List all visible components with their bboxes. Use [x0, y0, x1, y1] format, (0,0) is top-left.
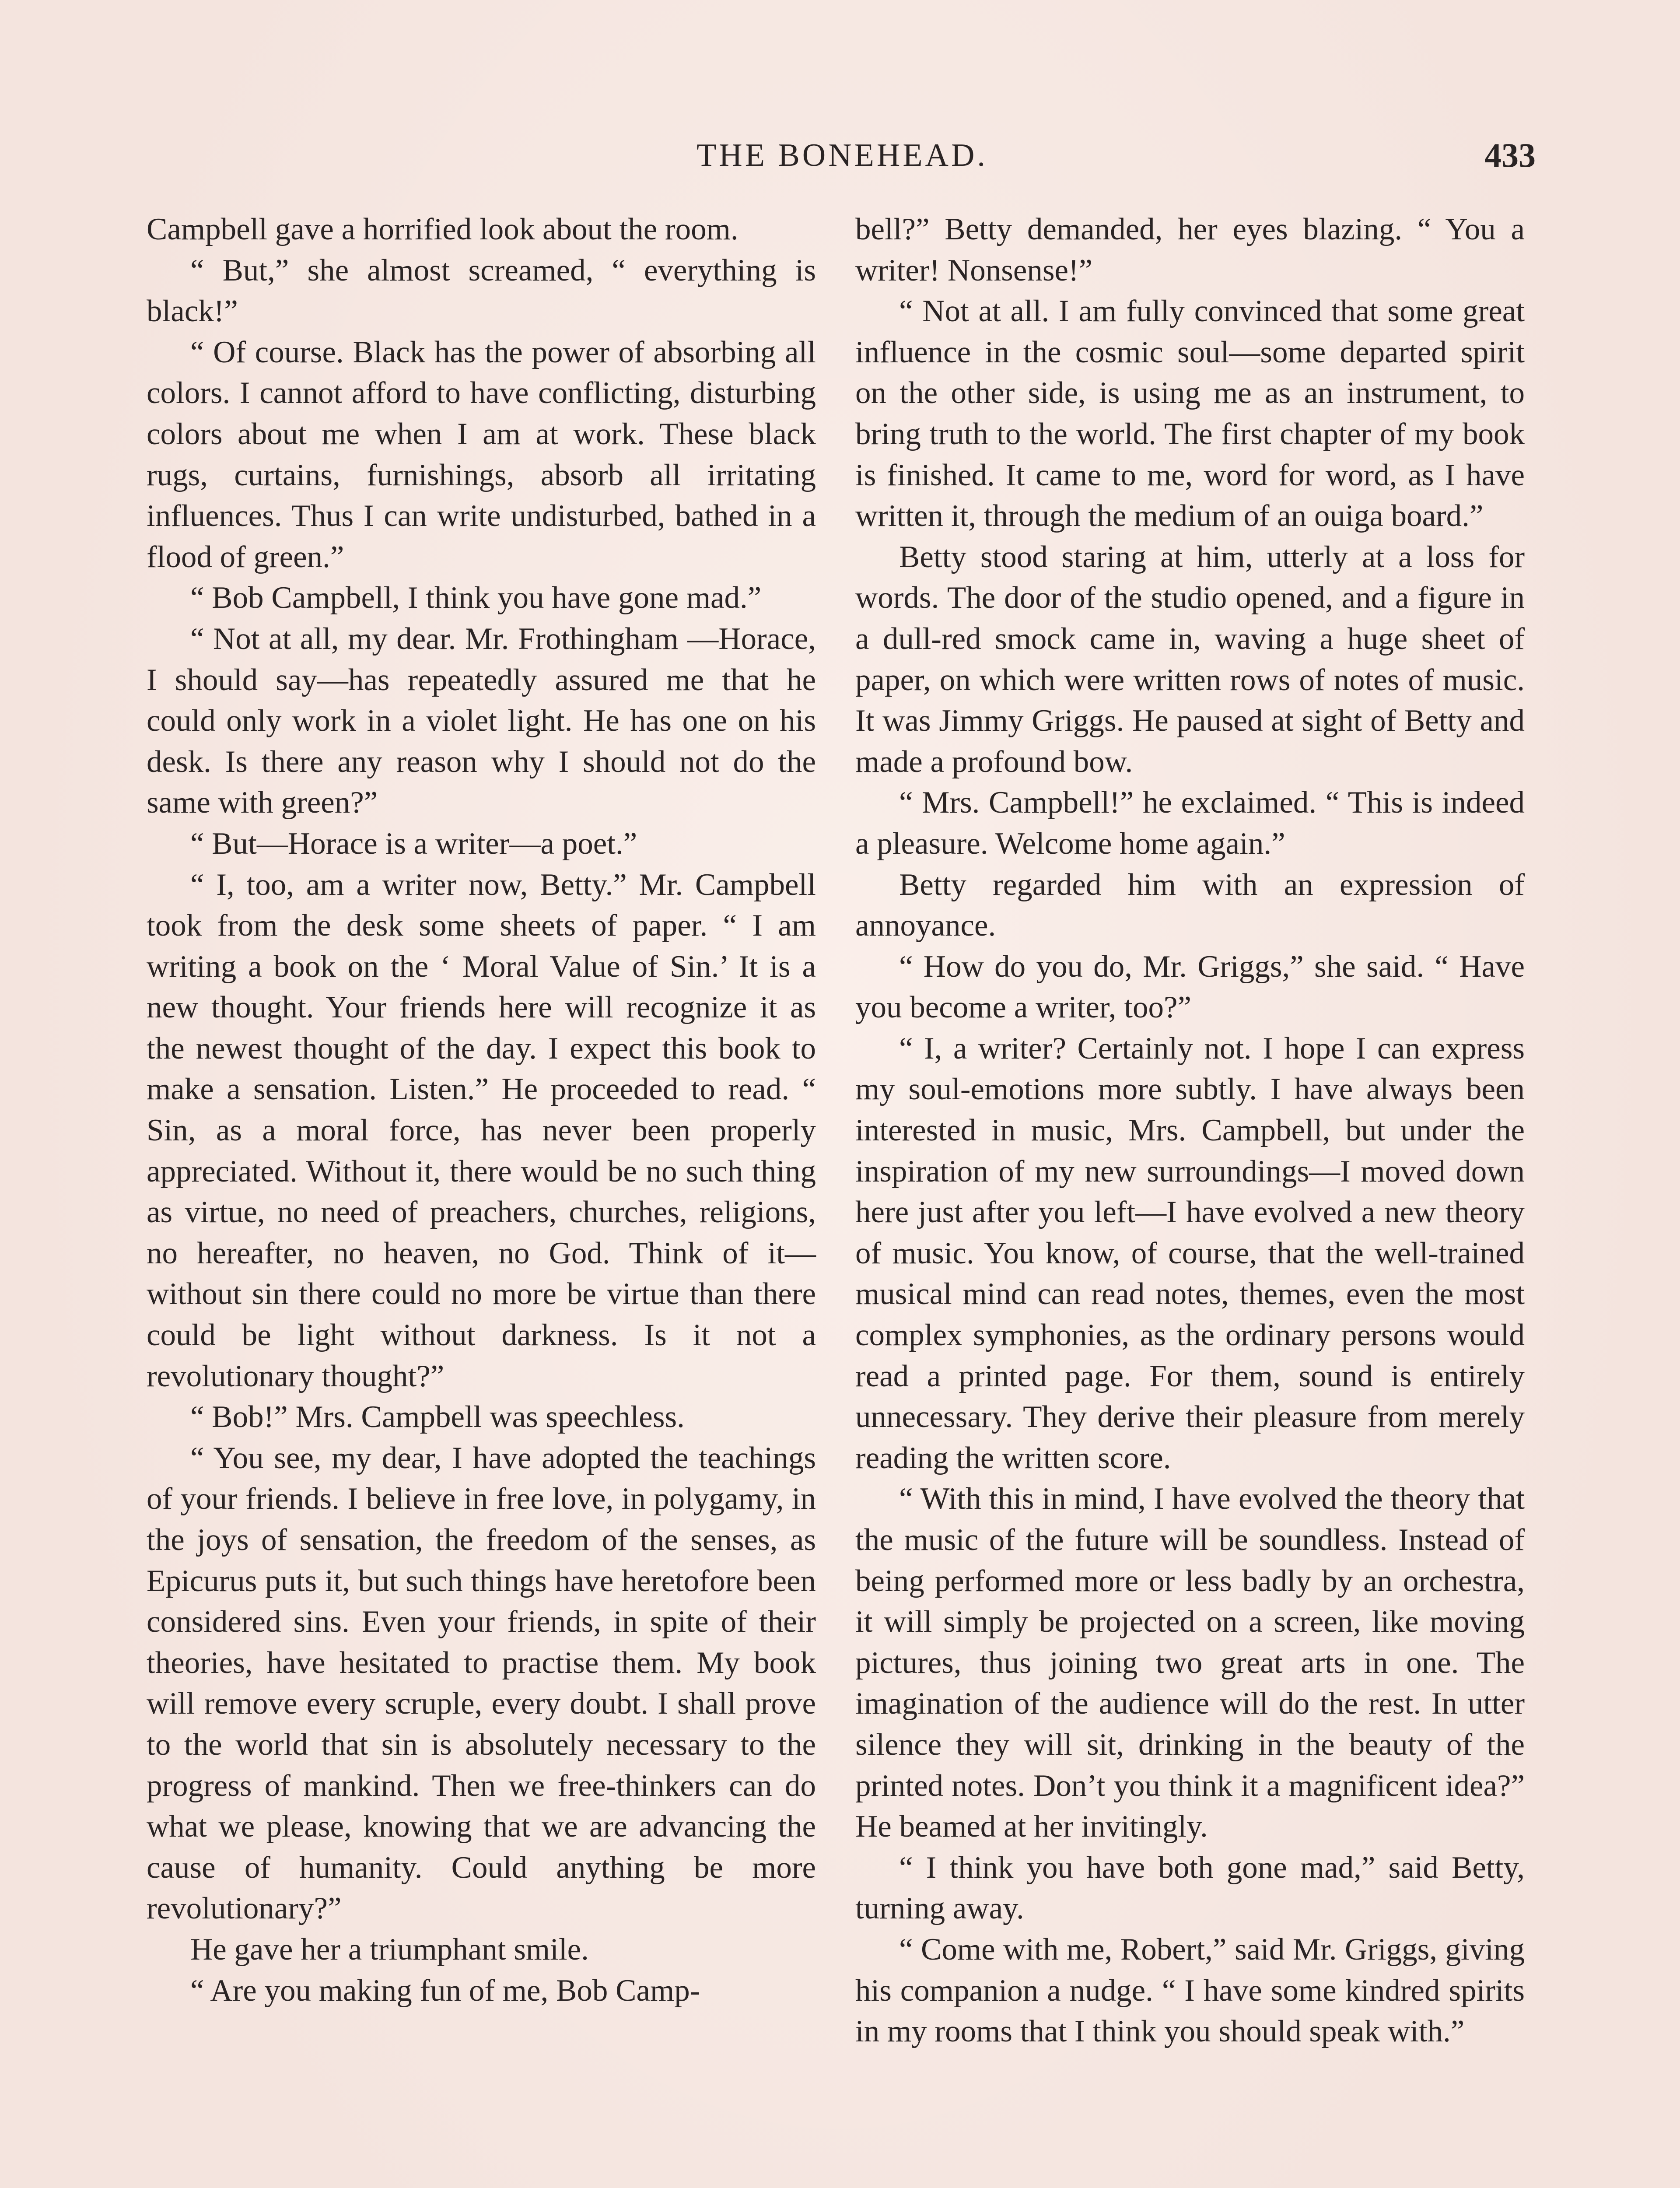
paragraph: “ But,” she almost screamed, “ everything is black!”: [147, 253, 816, 329]
paragraph: “ Come with me, Robert,” said Mr. Griggs, giving his companion a nudge. “ I have some kindred spirits in my rooms that I think you should speak with.”: [855, 1932, 1525, 2049]
paragraph: He gave her a triumphant smile.: [190, 1932, 589, 1967]
paragraph: “ Of course. Black has the power of absorbing all colors. I cannot afford to have conflicting, disturbing colors about me when I am at work. These black rugs, curtains, furnishings, absorb all irritating influences. Thus I can write undisturbed, bathed in a flood of green.”: [147, 335, 816, 574]
paragraph: “ Are you making fun of me, Bob Camp-: [190, 1973, 700, 2008]
paragraph: “ I, too, am a writer now, Betty.” Mr. Campbell took from the desk some sheets of paper. “ I am writing a book on the ‘ Moral Value of Sin.’ It is a new thought. Your friends here will recognize it as the newest thought of the day. I expect this book to make a sensation. Listen.” He proceeded to read. “ Sin, as a moral force, has never been properly appreciated. Without it, there would be no such thing as virtue, no need of preachers, churches, religions, no hereafter, no heaven, no God. Think of it—without sin there could no more be virtue than there could be light without darkness. Is it not a revolutionary thought?”: [147, 867, 816, 1393]
paragraph: “ Not at all, my dear. Mr. Frothingham —Horace, I should say—has repeatedly assured me that he could only work in a violet light. He has one on his desk. Is there any reason why I should not do the same with green?”: [147, 621, 816, 820]
paragraph: “ I think you have both gone mad,” said Betty, turning away.: [855, 1850, 1525, 1926]
running-title: THE BONEHEAD.: [696, 137, 988, 173]
paragraph: “ Mrs. Campbell!” he exclaimed. “ This is indeed a pleasure. Welcome home again.”: [855, 785, 1525, 861]
paragraph: Campbell gave a horrified look about the room.: [147, 212, 738, 246]
page-number: 433: [1484, 136, 1536, 174]
paragraph: “ How do you do, Mr. Griggs,” she said. “ Have you become a writer, too?”: [855, 949, 1525, 1025]
paragraph: bell?” Betty demanded, her eyes blazing. “ You a writer! Nonsense!”: [855, 212, 1525, 288]
paragraph: “ I, a writer? Certainly not. I hope I can express my soul-emotions more subtly. I have always been interested in music, Mrs. Campbell, but under the inspiration of my new surroundings—I moved down here just after you left—I have evolved a new theory of music. You know, of course, that the well-trained musical mind can read notes, themes, even the most complex symphonies, as the ordinary persons would read a printed page. For them, sound is entirely unnecessary. They derive their pleasure from merely reading the written score.: [855, 1031, 1525, 1475]
paragraph: “ Bob!” Mrs. Campbell was speechless.: [190, 1400, 685, 1434]
paragraph: Betty regarded him with an expression of annoyance.: [855, 867, 1525, 943]
paragraph: “ With this in mind, I have evolved the theory that the music of the future will be soundless. Instead of being performed more or less badly by an orchestra, it will simply be projected on a screen, like moving pictures, thus joining two great arts in one. The imagination of the audience will do the rest. In utter silence they will sit, drinking in the beauty of the printed notes. Don’t you think it a magnificent idea?” He beamed at her invitingly.: [855, 1482, 1525, 1844]
paragraph: “ But—Horace is a writer—a poet.”: [190, 826, 637, 861]
paragraph: “ Bob Campbell, I think you have gone mad.”: [190, 581, 762, 615]
paragraph: “ You see, my dear, I have adopted the teachings of your friends. I believe in free love, in polygamy, in the joys of sensation, the freedom of the senses, as Epicurus puts it, but such things have heretofore been considered sins. Even your friends, in spite of their theories, have hesitated to practise them. My book will remove every scruple, every doubt. I shall prove to the world that sin is absolutely necessary to the progress of mankind. Then we free-thinkers can do what we please, knowing that we are advancing the cause of humanity. Could anything be more revolutionary?”: [147, 1441, 816, 1926]
left-column: [147, 209, 816, 2011]
page-header: [149, 131, 1536, 179]
right-column: [855, 209, 1525, 2052]
paragraph: Betty stood staring at him, utterly at a loss for words. The door of the studio opened, and a figure in a dull-red smock came in, waving a huge sheet of paper, on which were written rows of notes of music. It was Jimmy Griggs. He paused at sight of Betty and made a profound bow.: [855, 540, 1525, 779]
paragraph: “ Not at all. I am fully convinced that some great influence in the cosmic soul—some departed spirit on the other side, is using me as an instrument, to bring truth to the world. The first chapter of my book is finished. It came to me, word for word, as I have written it, through the medium of an ouiga board.”: [855, 294, 1525, 533]
